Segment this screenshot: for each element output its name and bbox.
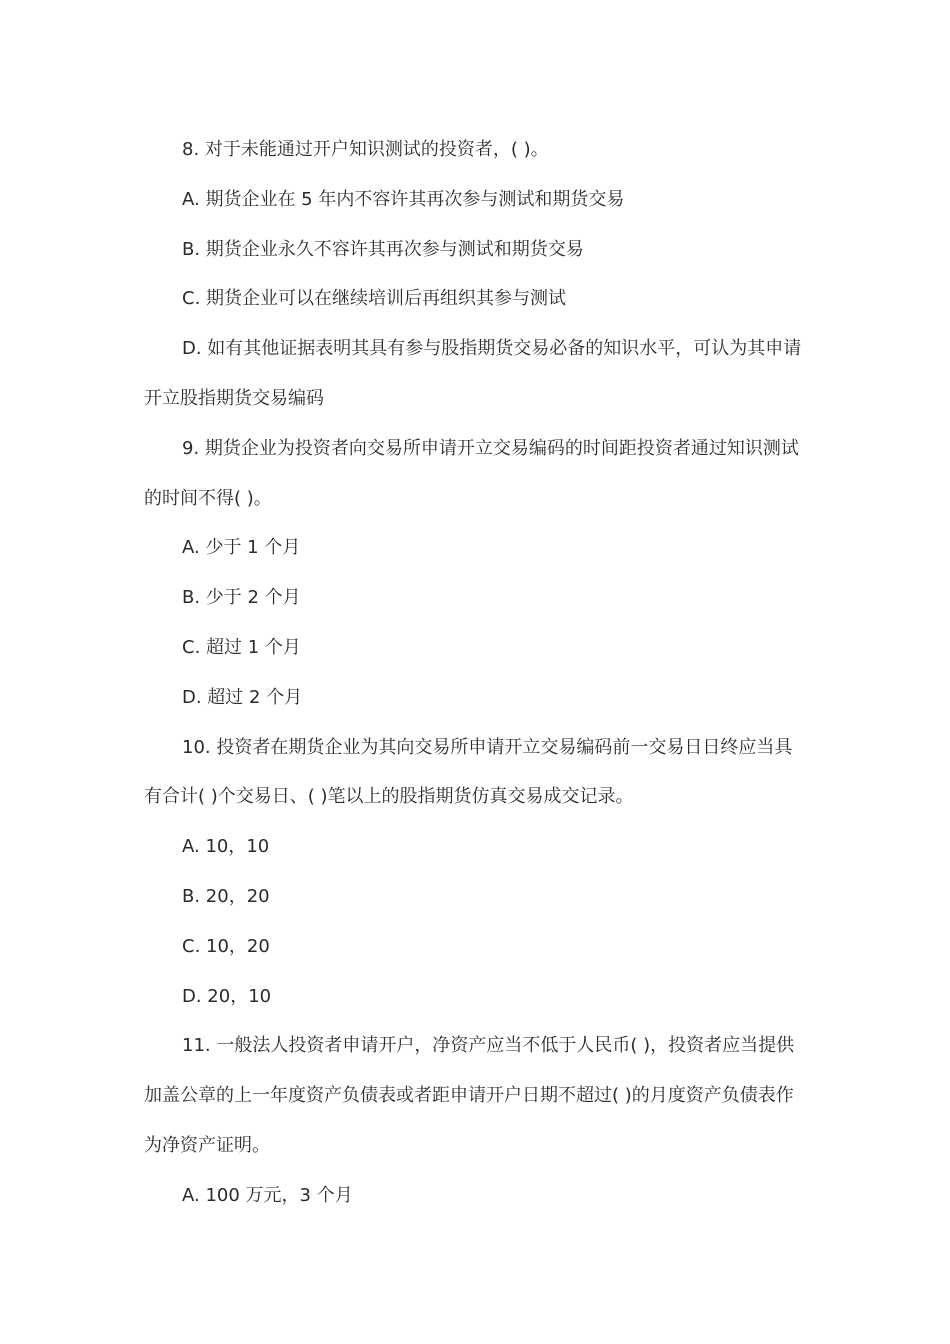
question-10-stem: 10. 投资者在期货企业为其向交易所申请开立交易编码前一交易日日终应当具有合计( )个交易日、( )笔以上的股指期货仿真交易成交记录。: [144, 736, 793, 808]
question-11-option-a: A. 100 万元，3 个月: [182, 1184, 353, 1206]
question-10-option-d: D. 20，10: [182, 985, 272, 1007]
question-10-option-b: B. 20，20: [182, 885, 270, 907]
question-9-option-b: B. 少于 2 个月: [182, 587, 301, 609]
question-8-option-c: C. 期货企业可以在继续培训后再组织其参与测试: [182, 288, 567, 310]
question-8-option-a: A. 期货企业在 5 年内不容许其再次参与测试和期货交易: [182, 188, 625, 210]
question-8-option-d: D. 如有其他证据表明其具有参与股指期货交易必备的知识水平，可认为其申请开立股指期货交易编码: [144, 338, 802, 409]
question-9-option-d: D. 超过 2 个月: [182, 686, 303, 708]
question-11-stem: 11. 一般法人投资者申请开户，净资产应当不低于人民币( )，投资者应当提供加盖公章的上一年度资产负债表或者距申请开户日期不超过( )的月度资产负债表作为净资产证明。: [144, 1035, 795, 1156]
question-9-stem: 9. 期货企业为投资者向交易所申请开立交易编码的时间距投资者通过知识测试的时间不得( )。: [144, 437, 799, 509]
question-10-option-a: A. 10，10: [182, 836, 270, 858]
question-8-option-b: B. 期货企业永久不容许其再次参与测试和期货交易: [182, 238, 584, 260]
document-body: [144, 125, 806, 1221]
question-9-option-a: A. 少于 1 个月: [182, 537, 301, 559]
question-10-option-c: C. 10，20: [182, 935, 270, 957]
question-8-stem: 8. 对于未能通过开户知识测试的投资者，( )。: [182, 139, 549, 160]
question-9-option-c: C. 超过 1 个月: [182, 636, 301, 658]
